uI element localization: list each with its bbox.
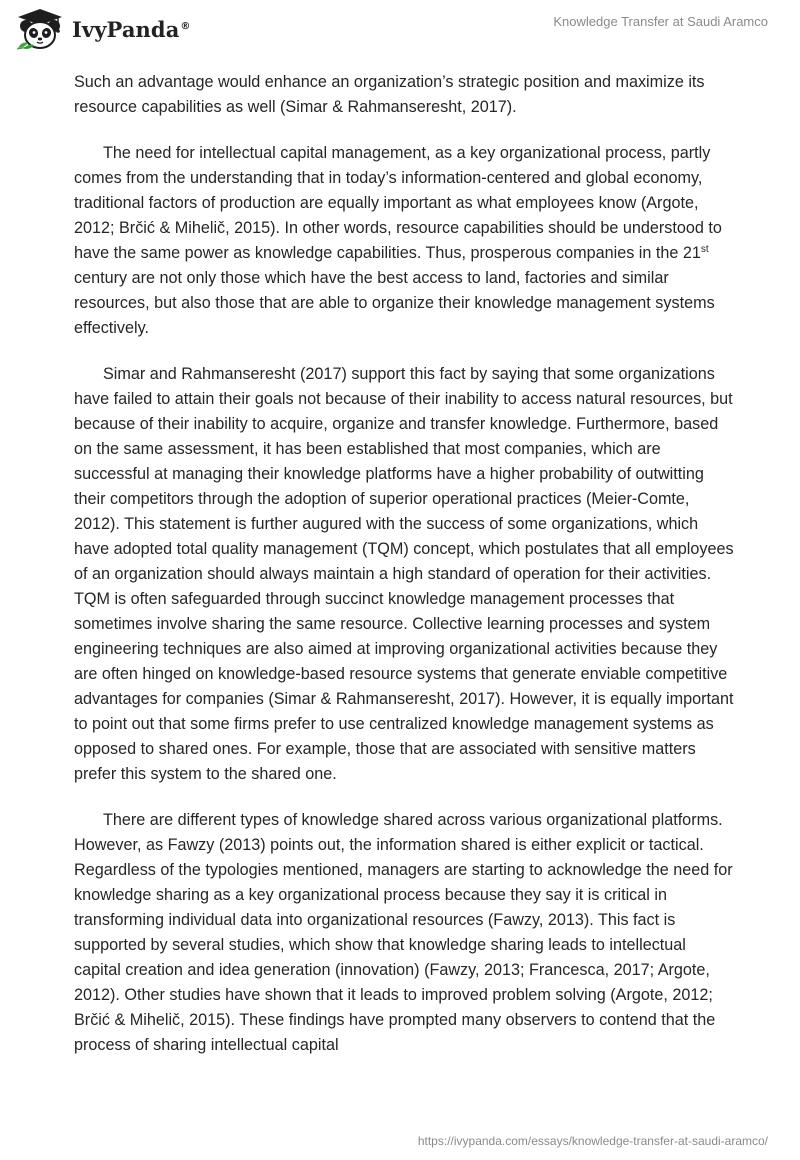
registered-mark: ® (180, 20, 191, 32)
paragraph: Simar and Rahmanseresht (2017) support this fact by saying that some organizations have failed to attain their goals not because of their inability to access natural resources, but because of their inability to acquire, organize and transfer knowledge. Furthermore, based on the same assessment, it has been established that most companies, which are successful at managing their knowledge platforms have a higher probability of outwitting their competitors through the adoption of superior operational practices (Meier-Comte, 2012). This statement is further augured with the success of some organizations, which have adopted total quality management (TQM) concept, which postulates that all employees of an organization should always maintain a high standard of operation for their activities. TQM is often safeguarded through succinct knowledge management processes that sometimes involve sharing the same resource. Collective learning processes and system engineering techniques are also aimed at improving organizational activities because they are often hinged on knowledge-based resource systems that generate enviable competitive advantages for companies (Simar & Rahmanseresht, 2017). However, it is equally important to point out that some firms prefer to use centralized knowledge management systems as opposed to shared ones. For example, those that are associated with sensitive matters prefer this system to the shared one. (74, 365, 734, 783)
document-title: Knowledge Transfer at Saudi Aramco (553, 14, 768, 29)
paragraph (74, 141, 734, 341)
source-url[interactable]: https://ivypanda.com/essays/knowledge-transfer-at-saudi-aramco/ (417, 1134, 768, 1148)
brand-logo[interactable] (14, 8, 191, 50)
paragraph-text: century are not only those which have the best access to land, factories and similar resources, but also those that are able to organize their knowledge management systems effectively. (74, 269, 715, 337)
paragraph: Such an advantage would enhance an organization’s strategic position and maximize its resource capabilities as well (Simar & Rahmanseresht, 2017). (74, 73, 705, 116)
panda-graduate-icon (14, 8, 66, 50)
page-header (0, 0, 800, 64)
ordinal-suffix: st (700, 244, 709, 255)
essay-body (74, 70, 734, 1079)
paragraph-text: The need for intellectual capital management, as a key organizational process, partly comes from the understanding that in today’s information-centered and global economy, traditional factors of production are equally important as what employees know (Argote, 2012; Brčić & Mihelič, 2015). In other words, resource capabilities should be understood to have the same power as knowledge capabilities. Thus, prosperous companies in the 21 (74, 144, 722, 262)
brand-name: IvyPanda® (72, 16, 191, 42)
paragraph: There are different types of knowledge shared across various organizational platforms. However, as Fawzy (2013) points out, the information shared is either explicit or tactical. Regardless of the typologies mentioned, managers are starting to acknowledge the need for knowledge sharing as a key organizational process because they say it is critical in transforming individual data into organizational resources (Fawzy, 2013). This fact is supported by several studies, which show that knowledge sharing leads to intellectual capital creation and idea generation (innovation) (Fawzy, 2013; Francesca, 2017; Argote, 2012). Other studies have shown that it leads to improved problem solving (Argote, 2012; Brčić & Mihelič, 2015). These findings have prompted many observers to contend that the process of sharing intellectual capital (74, 811, 733, 1054)
